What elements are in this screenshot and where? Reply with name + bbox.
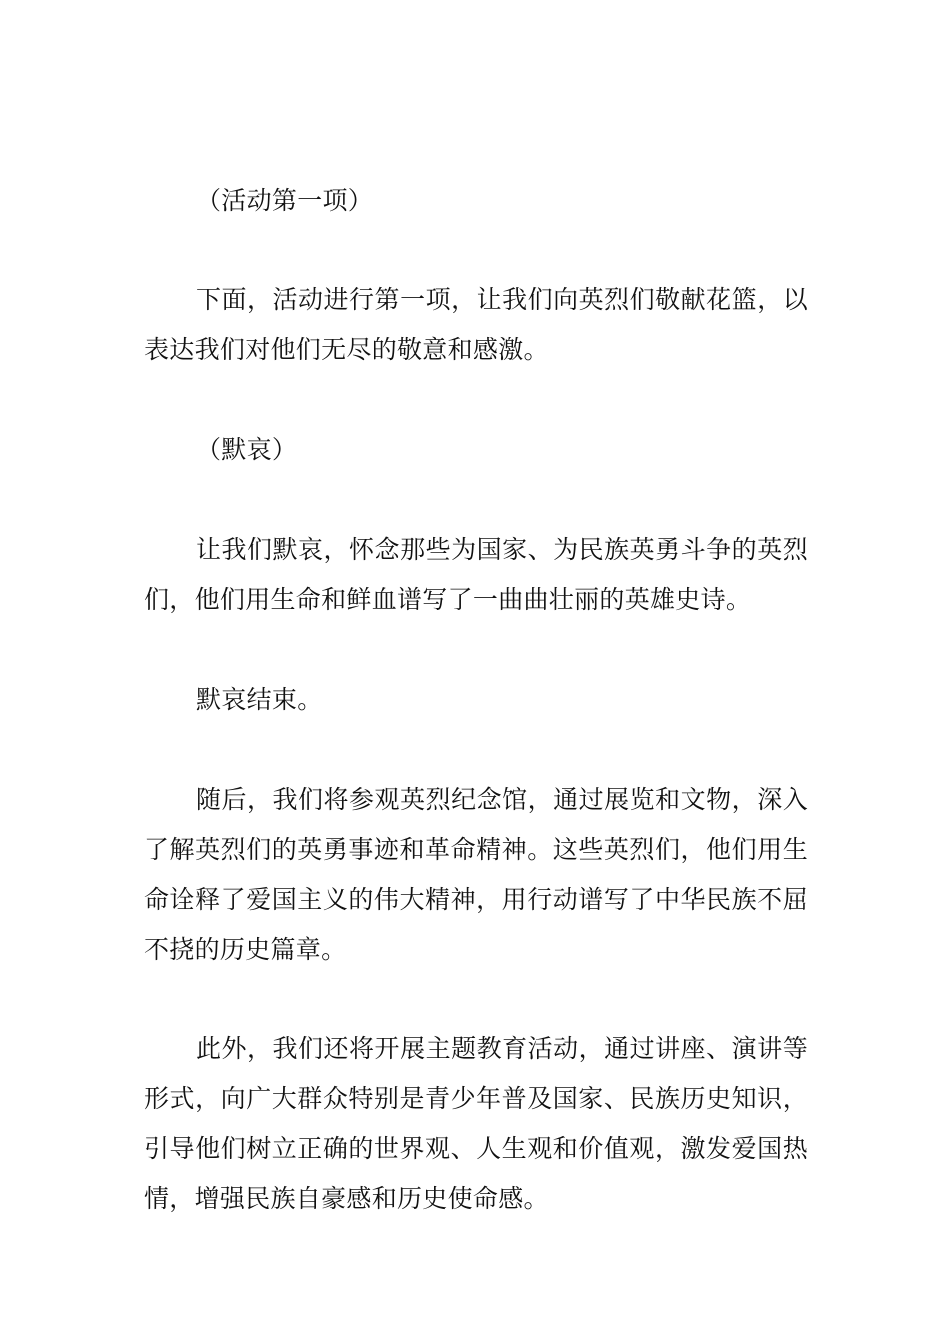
- paragraph-memorial-visit: 随后，我们将参观英烈纪念馆，通过展览和文物，深入了解英烈们的英勇事迹和革命精神。这些英烈们，他们用生命诠释了爱国主义的伟大精神，用行动谱写了中华民族不屈不挠的历史篇章。: [144, 785, 808, 964]
- paragraph-silence-end: 默哀结束。: [196, 685, 323, 714]
- section-heading-activity-one: （活动第一项）: [196, 186, 374, 215]
- paragraph-wreath: 下面，活动进行第一项，让我们向英烈们敬献花篮，以表达我们对他们无尽的敬意和感激。: [144, 285, 808, 364]
- section-heading-silence: （默哀）: [196, 435, 298, 464]
- paragraph-education: 此外，我们还将开展主题教育活动，通过讲座、演讲等形式，向广大群众特别是青少年普及国家、民族历史知识，引导他们树立正确的世界观、人生观和价值观，激发爱国热情，增强民族自豪感和历史使命感。: [144, 1034, 808, 1213]
- paragraph-silence: 让我们默哀，怀念那些为国家、为民族英勇斗争的英烈们，他们用生命和鲜血谱写了一曲曲壮丽的英雄史诗。: [144, 535, 808, 614]
